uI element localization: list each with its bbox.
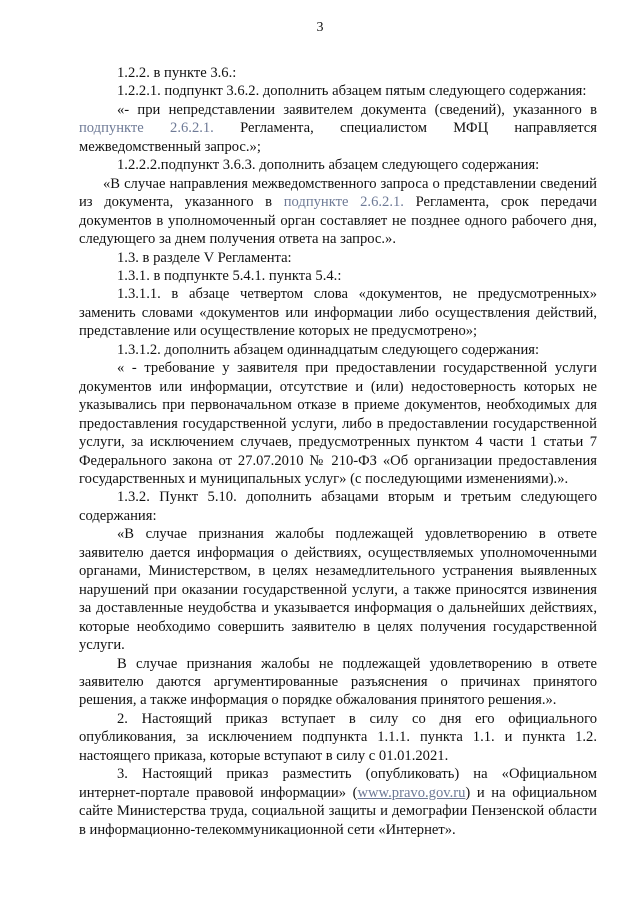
paragraph-p9 — [79, 341, 597, 359]
paragraph-text: 2. Настоящий приказ вступает в силу со дня его официального опубликования, за исключением подпункта 1.1.1. пункта 1.1. и пункта 1.2. настоящего приказа, которые вступают в силу с 01.01.2021. — [79, 710, 597, 764]
paragraph-text: 1.3.2. Пункт 5.10. дополнить абзацами вторым и третьим следующего содержания: — [79, 489, 597, 524]
paragraph-text: 1.2.2.2.подпункт 3.6.3. дополнить абзацем следующего содержания: — [117, 157, 540, 174]
paragraph-p5 — [79, 175, 597, 249]
paragraph-text: В случае признания жалобы не подлежащей удовлетворению в ответе заявителю даются аргументированные разъяснения о причинах принятого решения, а также информация о порядке обжалования принятого решения.». — [79, 655, 597, 709]
paragraph-text: 1.3.1. в подпункте 5.4.1. пункта 5.4.: — [117, 267, 342, 284]
paragraph-p6 — [79, 249, 597, 267]
paragraph-text: «- при непредставлении заявителем документа (сведений), указанного в — [117, 101, 597, 118]
paragraph-text: 1.3.1.2. дополнить абзацем одиннадцатым следующего содержания: — [117, 341, 540, 358]
paragraph-p2 — [79, 82, 597, 100]
paragraph-p13 — [79, 655, 597, 710]
paragraph-p3 — [79, 101, 597, 156]
paragraph-p7 — [79, 267, 597, 285]
paragraph-p14 — [79, 710, 597, 765]
paragraph-text: 1.2.2. в пункте 3.6.: — [117, 65, 237, 81]
paragraph-text: ) и на официальном сайте Министерства труда, социальной защиты и демографии Пензенской области в информационно-телекоммуникационной сети «Интернет». — [79, 784, 597, 838]
paragraph-p11 — [79, 488, 597, 525]
paragraph-p15 — [79, 765, 597, 839]
paragraph-p8 — [79, 285, 597, 340]
paragraph-text: 3. Настоящий приказ разместить (опубликовать) на «Официальном интернет-портале правовой информации» ( — [79, 766, 597, 801]
paragraph-text: « - требование у заявителя при предоставлении государственной услуги документов или информации, отсутствие и (или) недостоверность которых не указывались при первоначальном отказе в приеме документов, необходимых для предоставления государственной услуги, либо в предоставлении государственной услуги, за исключением случаев, предусмотренных пунктом 4 части 1 статьи 7 Федерального закона от 27.07.2010 № 210-ФЗ «Об организации предоставления государственных и муниципальных услуг» (с последующими изменениями).». — [79, 360, 597, 487]
paragraph-p10 — [79, 359, 597, 488]
paragraph-text: 1.3.1.1. в абзаце четвертом слова «документов, не предусмотренных» заменить словами «документов или информации либо осуществления действий, представление или осуществление которых не предусмотрено»; — [79, 286, 597, 340]
paragraph-text: «В случае признания жалобы подлежащей удовлетворению в ответе заявителю дается информация о действиях, осуществляемых уполномоченными органами, Министерством, в целях незамедлительного устранения выявленных нарушений при оказании государственной услуги, а также приносятся извинения за доставленные неудобства и указывается информация о дальнейших действиях, которые необходимо совершить заявителю в целях получения государственной услуги. — [79, 526, 597, 654]
paragraph-text: 1.2.2.1. подпункт 3.6.2. дополнить абзацем пятым следующего содержания: — [117, 83, 587, 100]
paragraph-p1 — [79, 64, 597, 82]
cross-reference-link[interactable]: подпункте 2.6.2.1. — [79, 120, 214, 137]
document-body — [79, 64, 597, 839]
page-number: 3 — [316, 20, 324, 35]
paragraph-text: Регламента, специалистом МФЦ направляется межведомственный запрос.»; — [79, 120, 597, 155]
paragraph-p4 — [79, 156, 597, 174]
paragraph-text: 1.3. в разделе V Регламента: — [117, 249, 292, 266]
cross-reference-link[interactable]: подпункте 2.6.2.1. — [283, 194, 404, 211]
paragraph-text: Регламента, срок передачи документов в уполномоченный орган составляет не позднее одного рабочего дня, следующего за днем получения ответа на запрос.». — [79, 194, 597, 248]
url-link[interactable]: www.pravo.gov.ru — [357, 784, 466, 801]
paragraph-p12 — [79, 525, 597, 654]
paragraph-text: «В случае направления межведомственного запроса о представлении сведений из документа, указанного в — [79, 175, 597, 211]
